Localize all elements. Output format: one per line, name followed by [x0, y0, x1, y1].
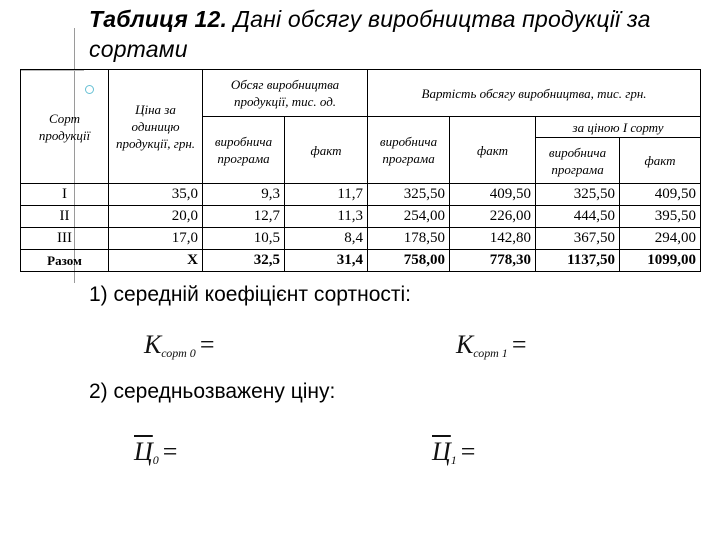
formula-price-0	[134, 437, 177, 468]
cell-val-plan: 178,50	[368, 228, 450, 250]
cell-vol-fact: 11,3	[285, 206, 368, 228]
cell-price: 17,0	[109, 228, 203, 250]
header-volume-plan: виробнича програма	[203, 117, 285, 184]
cell-val-fact: 409,50	[450, 184, 536, 206]
cell-val-fact: 142,80	[450, 228, 536, 250]
table-row	[21, 184, 701, 206]
header-g1-fact: факт	[620, 138, 701, 184]
cell-total-val-fact: 778,30	[450, 250, 536, 272]
cell-g1-plan: 325,50	[536, 184, 620, 206]
header-first-grade: за ціною I сорту	[536, 117, 701, 138]
cell-g1-fact: 409,50	[620, 184, 701, 206]
formula-symbol: Ц	[134, 437, 153, 466]
formula-equals: =	[511, 330, 527, 359]
header-sort: Сорт продукції	[21, 70, 109, 184]
title-lead: Таблиця 12.	[89, 6, 228, 32]
formula-price-1	[432, 437, 475, 468]
task-2-text: 2) середньозважену ціну:	[89, 380, 336, 403]
cell-sort: I	[21, 184, 109, 206]
cell-vol-plan: 10,5	[203, 228, 285, 250]
cell-sort: II	[21, 206, 109, 228]
header-value-plan: виробнича програма	[368, 117, 450, 184]
header-g1-plan: виробнича програма	[536, 138, 620, 184]
table-total-row	[21, 250, 701, 272]
decorative-ring-icon	[85, 85, 94, 94]
formula-symbol: К	[144, 330, 162, 359]
formula-subscript: сорт 1	[473, 346, 508, 360]
table-row	[21, 206, 701, 228]
cell-total-g1-plan: 1137,50	[536, 250, 620, 272]
slide-title	[89, 4, 699, 64]
cell-price: 35,0	[109, 184, 203, 206]
formula-subscript: 1	[450, 453, 457, 467]
formula-equals: =	[199, 330, 215, 359]
cell-total-label: Разом	[21, 250, 109, 272]
title-text: Дані обсягу виробництва продукції за сортами	[89, 6, 651, 62]
cell-vol-plan: 9,3	[203, 184, 285, 206]
cell-val-plan: 254,00	[368, 206, 450, 228]
production-table	[20, 69, 701, 272]
formula-k-sort-1	[456, 330, 526, 361]
cell-g1-fact: 395,50	[620, 206, 701, 228]
header-volume-fact: факт	[285, 117, 368, 184]
cell-total-val-plan: 758,00	[368, 250, 450, 272]
cell-g1-fact: 294,00	[620, 228, 701, 250]
cell-vol-plan: 12,7	[203, 206, 285, 228]
cell-sort: III	[21, 228, 109, 250]
cell-vol-fact: 11,7	[285, 184, 368, 206]
formula-equals: =	[460, 437, 476, 466]
formula-subscript: сорт 0	[161, 346, 196, 360]
cell-total-g1-fact: 1099,00	[620, 250, 701, 272]
header-volume: Обсяг виробництва продукції, тис. од.	[203, 70, 368, 117]
task-1-text: 1) середній коефіцієнт сортності:	[89, 283, 411, 306]
formula-subscript: 0	[152, 453, 159, 467]
cell-g1-plan: 444,50	[536, 206, 620, 228]
cell-total-price: Х	[109, 250, 203, 272]
header-price: Ціна за одиницю продукції, грн.	[109, 70, 203, 184]
cell-total-vol-plan: 32,5	[203, 250, 285, 272]
formula-k-sort-0	[144, 330, 214, 361]
cell-total-vol-fact: 31,4	[285, 250, 368, 272]
table-row	[21, 228, 701, 250]
cell-val-plan: 325,50	[368, 184, 450, 206]
cell-vol-fact: 8,4	[285, 228, 368, 250]
formula-symbol: К	[456, 330, 474, 359]
cell-val-fact: 226,00	[450, 206, 536, 228]
header-value: Вартість обсягу виробництва, тис. грн.	[368, 70, 701, 117]
cell-g1-plan: 367,50	[536, 228, 620, 250]
formula-symbol: Ц	[432, 437, 451, 466]
cell-price: 20,0	[109, 206, 203, 228]
formula-equals: =	[162, 437, 178, 466]
header-value-fact: факт	[450, 117, 536, 184]
